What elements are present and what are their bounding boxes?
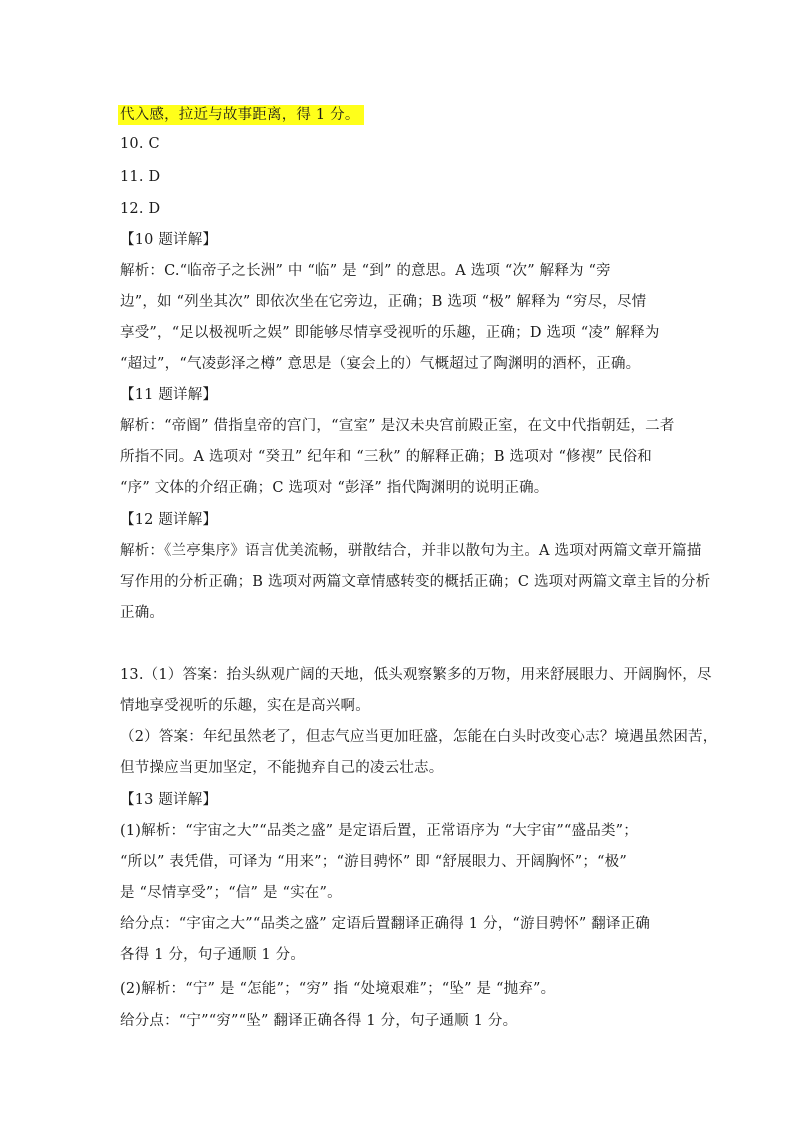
paragraph-line: (1)解析：“宇宙之大”“品类之盛” 是定语后置，正常语序为 “大宇宙”“盛品类”；	[120, 823, 638, 839]
section-heading-11: 【11 题详解】	[120, 387, 218, 403]
paragraph-line: 但节操应当更加坚定，不能抛弃自己的凌云壮志。	[120, 760, 444, 776]
paragraph-line: “所以” 表凭借，可译为 “用来”；“游目骋怀” 即 “舒展眼力、开阔胸怀”；“极”	[120, 854, 627, 870]
paragraph-line: 写作用的分析正确；B 选项对两篇文章情感转变的概括正确；C 选项对两篇文章主旨的分析	[120, 574, 711, 590]
section-heading-12: 【12 题详解】	[120, 512, 218, 528]
paragraph-line: 解析：《兰亭集序》语言优美流畅，骈散结合，并非以散句为主。A 选项对两篇文章开篇描	[120, 543, 702, 559]
paragraph-line: “序” 文体的介绍正确；C 选项对 “彭泽” 指代陶渊明的说明正确。	[120, 480, 549, 496]
paragraph-line: 正确。	[120, 605, 165, 621]
highlighted-answer-line	[120, 104, 364, 126]
section-heading-10: 【10 题详解】	[120, 232, 218, 248]
paragraph-line: 给分点：“宁”“穷”“坠” 翻译正确各得 1 分，句子通顺 1 分。	[120, 1013, 518, 1029]
answer-11: 11. D	[120, 169, 161, 185]
paragraph-line: 所指不同。A 选项对 “癸丑” 纪年和 “三秋” 的解释正确；B 选项对 “修禊” 民俗和	[120, 449, 652, 465]
paragraph-line: 解析：C.“临帝子之长洲” 中 “临” 是 “到” 的意思。A 选项 “次” 解释为 “旁	[120, 263, 611, 279]
paragraph-line: 是 “尽情享受”；“信” 是 “实在”。	[120, 885, 342, 901]
highlight-mark: 代入感，拉近与故事距离，得 1 分。	[118, 105, 364, 125]
paragraph-line: 解析：“帝阍” 借指皇帝的宫门，“宣室” 是汉未央宫前殿正室，在文中代指朝廷，二者	[120, 418, 675, 434]
answer-10: 10. C	[120, 136, 160, 152]
paragraph-line: 各得 1 分，句子通顺 1 分。	[120, 947, 306, 963]
answer-13-part2: （2）答案：年纪虽然老了，但志气应当更加旺盛，怎能在白头时改变心志？境遇虽然困苦，	[120, 729, 718, 745]
paragraph-line: (2)解析：“宁” 是 “怎能”；“穷” 指 “处境艰难”；“坠” 是 “抛弃”。	[120, 981, 556, 997]
answer-12: 12. D	[120, 201, 161, 217]
paragraph-line: 享受”，“足以极视听之娱” 即能够尽情享受视听的乐趣，正确；D 选项 “凌” 解释为	[120, 325, 660, 341]
paragraph-line: 边”，如 “列坐其次” 即依次坐在它旁边，正确；B 选项 “极” 解释为 “穷尽，尽情	[120, 294, 647, 310]
paragraph-line: “超过”，“气凌彭泽之樽” 意思是（宴会上的）气概超过了陶渊明的酒杯，正确。	[120, 356, 641, 372]
paragraph-line: 情地享受视听的乐趣，实在是高兴啊。	[120, 698, 370, 714]
section-heading-13: 【13 题详解】	[120, 792, 218, 808]
answer-13-part1: 13.（1）答案：抬头纵观广阔的天地，低头观察繁多的万物，用来舒展眼力、开阔胸怀，尽	[120, 667, 712, 683]
paragraph-line: 给分点：“宇宙之大”“品类之盛” 定语后置翻译正确得 1 分，“游目骋怀” 翻译正确	[120, 916, 651, 932]
